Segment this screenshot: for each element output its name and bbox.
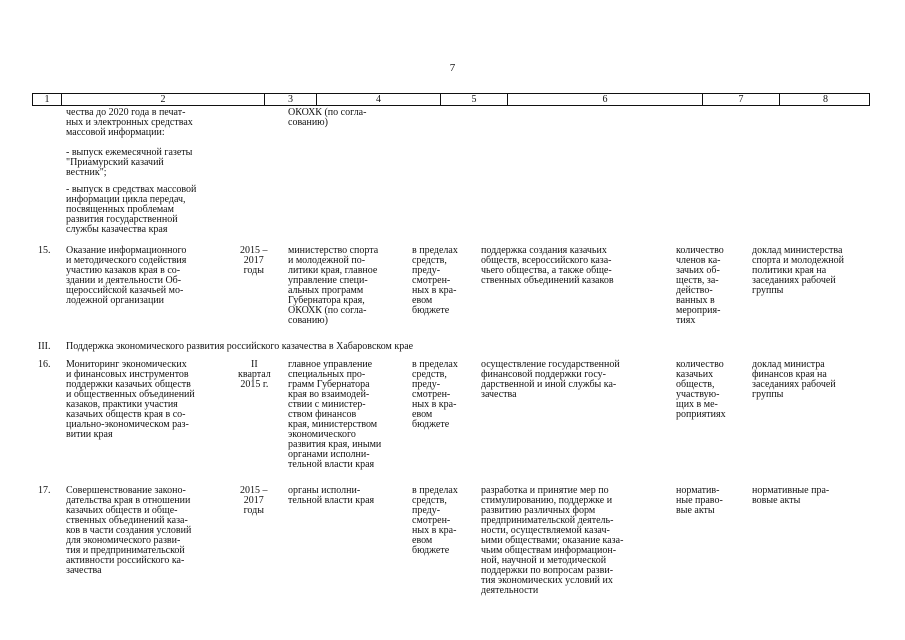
row-17-number: 17. [38, 485, 51, 496]
row-17-executor: органы исполни- тельной власти края [288, 485, 375, 506]
row-16-indicator: количество казачьих обществ, участвую- щих в ме- роприятиях [676, 359, 726, 420]
row-16-measure: Мониторинг экономических и финансовых инструментов поддержки казачьих обществ и общественных объединений казаков, практики участия казачьих обществ края в со- циально-экономическом раз- витии края [66, 359, 195, 440]
row-16-executor: главное управление специальных про- грамм Губернатора края во взаимодей- ствии с министер- ством финансов края, министерством экономического развития края, иными органами исполни- тельной власти края [288, 359, 382, 470]
continuation-measure-text: чества до 2020 года в печат- ных и электронных средствах массовой информации: [66, 107, 193, 138]
row-15-measure: Оказание информационного и методического содействия участию казаков края в со- здании и деятельности Об- щероссийской казачьей мо- лодежной организации [66, 245, 187, 306]
header-col-2: 2 [62, 94, 265, 105]
row-16-term: II квартал 2015 г. [238, 359, 271, 390]
row-15-indicator: количество членов ка- зачьих об- ществ, за- действо- ванных в мероприя- тиях [676, 245, 724, 326]
header-col-6: 6 [508, 94, 703, 105]
table-header-row [32, 93, 870, 106]
row-17-measure: Совершенствование законо- дательства края в отношении казачьих обществ и обще- ственных объединений каза- ков в части создания условий для экономического разви- тия и предпринимательской активности российского ка- зачества [66, 485, 192, 576]
row-15-reporting: доклад министерства спорта и молодежной политики края на заседаниях рабочей группы [752, 245, 844, 296]
header-col-7: 7 [703, 94, 780, 105]
continuation-bullet-2: - выпуск в средствах массовой информации цикла передач, посвященных проблемам развития государственной службы казачества края [66, 184, 197, 235]
continuation-executor-text: ОКОХК (по согла- сованию) [288, 107, 367, 128]
row-15-result: поддержка создания казачьих обществ, всероссийского каза- чьего общества, а также обще- ственных объединений казаков [481, 245, 614, 286]
header-col-8: 8 [823, 94, 828, 105]
header-col-4: 4 [317, 94, 441, 105]
row-16-result: осуществление государственной финансовой поддержки госу- дарственной и иной службы ка- зачества [481, 359, 620, 400]
row-16-number: 16. [38, 359, 51, 370]
row-17-term: 2015 – 2017 годы [240, 485, 268, 516]
row-17-result: разработка и принятие мер по стимулированию, поддержке и развитию различных форм предпринимательской деятель- ности, осуществляемой казач- ьими обществами; оказание каза- чьим обществам информацион- ной, научной и методической поддержки по вопросам разви- тия экономических условий их деятельности [481, 485, 624, 596]
row-17-funding: в пределах средств, преду- смотрен- ных в кра- евом бюджете [412, 485, 458, 556]
row-15-executor: министерство спорта и молодежной по- литики края, главное управление специ- альных программ Губернатора края, ОКОХК (по согла- сованию) [288, 245, 379, 326]
row-17-indicator: норматив- ные право- вые акты [676, 485, 723, 516]
section-number: III. [38, 341, 51, 352]
header-col-3: 3 [265, 94, 317, 105]
row-15-funding: в пределах средств, преду- смотрен- ных в кра- евом бюджете [412, 245, 458, 316]
row-16-reporting: доклад министра финансов края на заседаниях рабочей группы [752, 359, 836, 400]
header-col-1: 1 [33, 94, 62, 105]
row-15-number: 15. [38, 245, 51, 256]
header-col-5: 5 [441, 94, 508, 105]
row-15-term: 2015 – 2017 годы [240, 245, 268, 276]
row-16-funding: в пределах средств, преду- смотрен- ных в кра- евом бюджете [412, 359, 458, 430]
row-17-reporting: нормативные пра- вовые акты [752, 485, 830, 506]
page-number: 7 [449, 62, 456, 74]
section-title: Поддержка экономического развития российского казачества в Хабаровском крае [66, 341, 414, 352]
continuation-bullet-1: - выпуск ежемесячной газеты "Приамурский казачий вестник"; [66, 147, 193, 178]
